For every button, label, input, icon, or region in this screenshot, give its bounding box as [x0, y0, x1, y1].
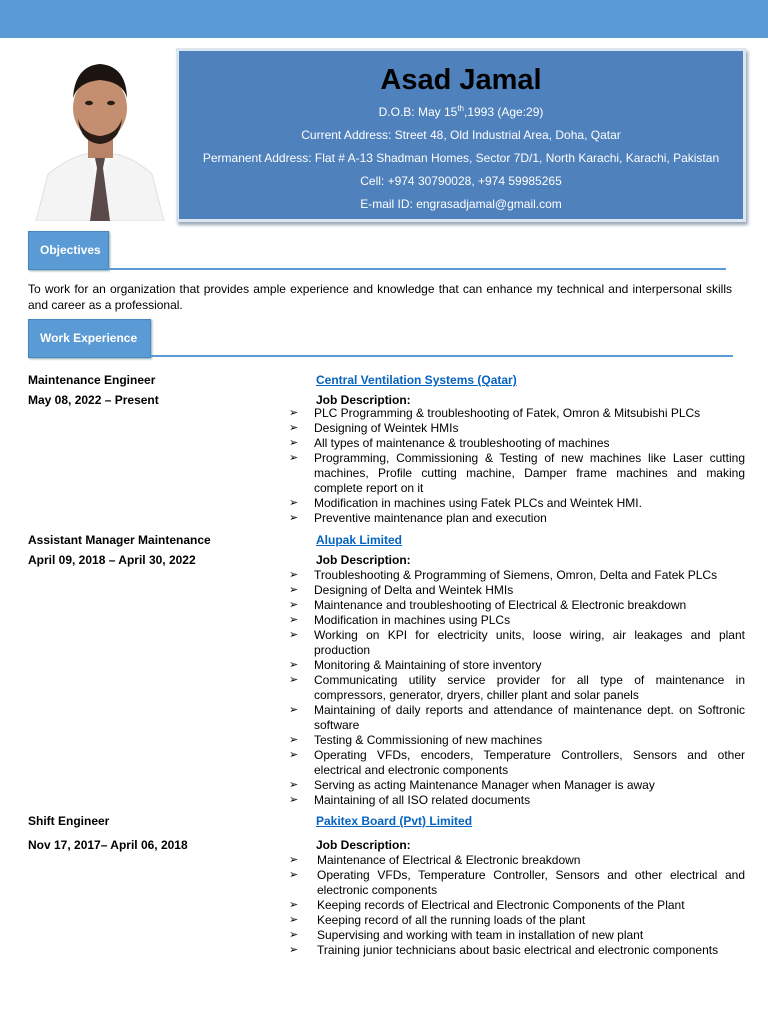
list-item: ➢ Keeping record of all the running loads of the plant	[289, 913, 586, 927]
arrow-bullet-icon: ➢	[289, 704, 299, 716]
job-title: Assistant Manager Maintenance	[28, 533, 211, 547]
arrow-bullet-icon: ➢	[289, 734, 299, 746]
list-item: ➢ Designing of Weintek HMIs	[289, 421, 459, 435]
cell-number: Cell: +974 30790028, +974 59985265	[360, 174, 562, 188]
job-bullets	[289, 406, 745, 526]
current-address: Current Address: Street 48, Old Industrial Area, Doha, Qatar	[301, 128, 621, 142]
list-item: ➢ Operating VFDs, Temperature Controller, Sensors and other electrical and electronic components	[289, 868, 745, 897]
objectives-rule	[108, 268, 726, 270]
company-link[interactable]: Pakitex Board (Pvt) Limited	[316, 814, 473, 828]
permanent-address: Permanent Address: Flat # A-13 Shadman Homes, Sector 7D/1, North Karachi, Karachi, Pakistan	[202, 151, 720, 165]
email-address: E-mail ID: engrasadjamal@gmail.com	[360, 197, 562, 211]
arrow-bullet-icon: ➢	[289, 422, 299, 434]
job-description-label: Job Description:	[316, 553, 411, 567]
job-date: May 08, 2022 – Present	[28, 393, 159, 407]
list-item: ➢ Maintaining of daily reports and attendance of maintenance dept. on Softronic software	[289, 703, 745, 732]
list-item: ➢ Serving as acting Maintenance Manager when Manager is away	[289, 778, 655, 792]
arrow-bullet-icon: ➢	[289, 944, 299, 956]
job-description-label: Job Description:	[316, 838, 411, 852]
job-bullets	[289, 568, 745, 808]
list-item: ➢ Monitoring & Maintaining of store inventory	[289, 658, 542, 672]
arrow-bullet-icon: ➢	[289, 512, 299, 524]
list-item: ➢ Maintenance of Electrical & Electronic breakdown	[289, 853, 581, 867]
list-item: ➢ Programming, Commissioning & Testing of new machines like Laser cutting machines, Profile cutting machine, Damper frame machines and making complete report on it	[289, 451, 745, 495]
arrow-bullet-icon: ➢	[289, 929, 299, 941]
list-item: ➢ PLC Programming & troubleshooting of Fatek, Omron & Mitsubishi PLCs	[289, 406, 701, 420]
top-banner	[0, 0, 768, 38]
arrow-bullet-icon: ➢	[289, 437, 299, 449]
job-title: Shift Engineer	[28, 814, 110, 828]
list-item: ➢ Designing of Delta and Weintek HMIs	[289, 583, 514, 597]
arrow-bullet-icon: ➢	[289, 497, 299, 509]
job-date: April 09, 2018 – April 30, 2022	[28, 553, 196, 567]
job-bullets	[289, 853, 745, 958]
arrow-bullet-icon: ➢	[289, 452, 299, 464]
arrow-bullet-icon: ➢	[289, 614, 299, 626]
work-experience-rule	[151, 355, 733, 357]
list-item: ➢ Keeping records of Electrical and Electronic Components of the Plant	[289, 898, 685, 912]
arrow-bullet-icon: ➢	[289, 674, 299, 686]
arrow-bullet-icon: ➢	[289, 749, 299, 761]
job-date: Nov 17, 2017– April 06, 2018	[28, 838, 188, 852]
list-item: ➢ Training junior technicians about basic electrical and electronic components	[289, 943, 719, 957]
arrow-bullet-icon: ➢	[289, 779, 299, 791]
company-link[interactable]: Alupak Limited	[316, 533, 403, 547]
objective-text: To work for an organization that provides ample experience and knowledge that can enhance my technical and interpersonal skills and career as a professional.	[28, 282, 732, 312]
job-title: Maintenance Engineer	[28, 373, 156, 387]
candidate-name: Asad Jamal	[380, 64, 542, 96]
arrow-bullet-icon: ➢	[289, 629, 299, 641]
list-item: ➢ Working on KPI for electricity units, loose wiring, air leakages and plant production	[289, 628, 745, 657]
arrow-bullet-icon: ➢	[289, 914, 299, 926]
list-item: ➢ Supervising and working with team in installation of new plant	[289, 928, 644, 942]
list-item: ➢ All types of maintenance & troubleshooting of machines	[289, 436, 610, 450]
company-link[interactable]: Central Ventilation Systems (Qatar)	[316, 373, 517, 387]
list-item: ➢ Preventive maintenance plan and execution	[289, 511, 547, 525]
list-item: ➢ Communicating utility service provider for all type of maintenance in compressors, generator, dryers, chiller plant and solar panels	[289, 673, 745, 702]
arrow-bullet-icon: ➢	[289, 599, 299, 611]
arrow-bullet-icon: ➢	[289, 659, 299, 671]
arrow-bullet-icon: ➢	[289, 899, 299, 911]
list-item: ➢ Maintaining of all ISO related documents	[289, 793, 531, 807]
arrow-bullet-icon: ➢	[289, 407, 299, 419]
list-item: ➢ Maintenance and troubleshooting of Electrical & Electronic breakdown	[289, 598, 687, 612]
profile-photo	[28, 46, 173, 221]
arrow-bullet-icon: ➢	[289, 854, 299, 866]
arrow-bullet-icon: ➢	[289, 569, 299, 581]
list-item: ➢ Modification in machines using Fatek PLCs and Weintek HMI.	[289, 496, 642, 510]
arrow-bullet-icon: ➢	[289, 584, 299, 596]
arrow-bullet-icon: ➢	[289, 794, 299, 806]
contact-header	[176, 48, 746, 222]
list-item: ➢ Testing & Commissioning of new machines	[289, 733, 543, 747]
objectives-heading: Objectives	[28, 231, 109, 270]
date-of-birth: D.O.B: May 15th,1993 (Age:29)	[378, 104, 544, 119]
list-item: ➢ Operating VFDs, encoders, Temperature Controllers, Sensors and other electrical and electronic components	[289, 748, 745, 777]
job-description-label: Job Description:	[316, 393, 411, 407]
arrow-bullet-icon: ➢	[289, 869, 299, 881]
list-item: ➢ Modification in machines using PLCs	[289, 613, 511, 627]
work-experience-heading: Work Experience	[28, 319, 151, 358]
list-item: ➢ Troubleshooting & Programming of Siemens, Omron, Delta and Fatek PLCs	[289, 568, 718, 582]
